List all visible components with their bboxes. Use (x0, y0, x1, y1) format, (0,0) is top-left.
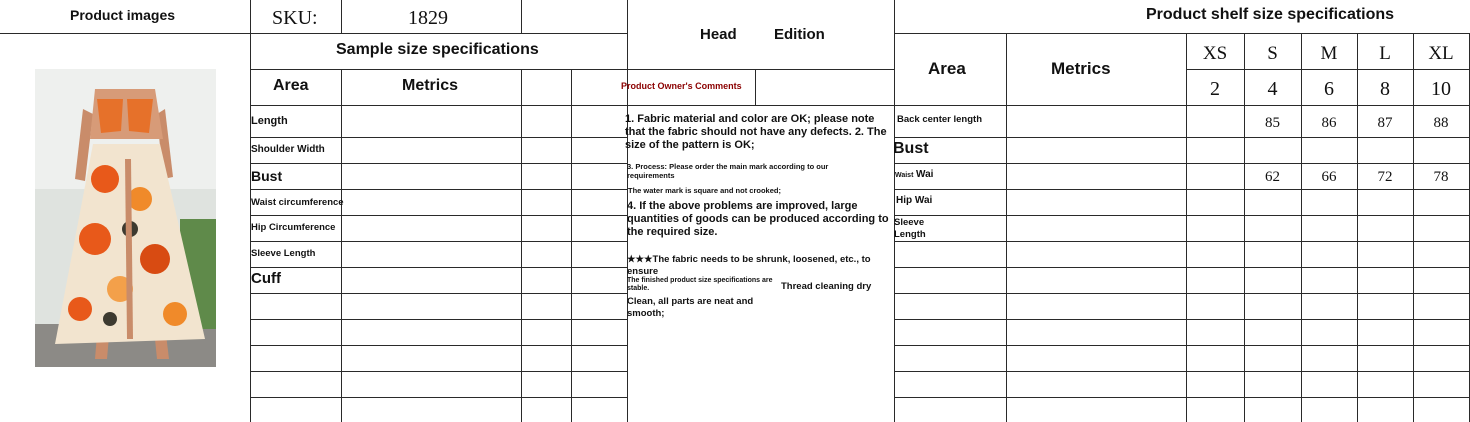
waist-xl: 78 (1433, 169, 1449, 185)
shelf-area-waist: Wai (916, 169, 934, 180)
sample-area-bust: Bust (251, 168, 283, 184)
grid-line (894, 397, 1470, 398)
size-m: M (1320, 43, 1338, 64)
grid-line (341, 69, 342, 422)
grid-line (894, 215, 1470, 216)
shelf-area-waist-small: Waist (895, 172, 914, 179)
size-num-6: 6 (1324, 78, 1334, 100)
head-label: Head (700, 26, 737, 43)
shelf-size-header: Product shelf size specifications (1146, 6, 1395, 23)
grid-line (894, 137, 1470, 138)
grid-line (894, 0, 895, 422)
grid-line (521, 0, 522, 33)
comment-1: 1. Fabric material and color are OK; please note that the fabric should not have any defects. 2. The size of the pattern is OK; (625, 113, 887, 151)
sample-area-waist: Waist circumference (251, 197, 344, 208)
comment-4: 4. If the above problems are improved, large quantities of goods can be produced according to the required size. (627, 200, 889, 238)
comment-watermark: The water mark is square and not crooked; (628, 186, 781, 195)
grid-line (0, 33, 627, 34)
grid-line (250, 69, 894, 70)
waist-m: 66 (1321, 169, 1337, 185)
grid-line (894, 345, 1470, 346)
grid-line (894, 267, 1470, 268)
waist-l: 72 (1377, 169, 1393, 185)
grid-line (894, 319, 1470, 320)
back-center-l: 87 (1377, 115, 1393, 131)
comment-stable: The finished product size specifications are stable. (627, 277, 773, 292)
edition-label: Edition (774, 26, 825, 43)
product-images-header: Product images (70, 7, 176, 23)
comment-clean: Clean, all parts are neat and smooth; (627, 296, 754, 319)
product-photo (35, 69, 216, 367)
sample-area-shoulder-width: Shoulder Width (251, 144, 325, 155)
size-s: S (1267, 43, 1278, 64)
sample-area-header: Area (273, 77, 309, 94)
shelf-area-back-center-length: Back center length (897, 114, 982, 125)
grid-line (250, 105, 1470, 106)
shelf-metrics-header: Metrics (1051, 59, 1111, 78)
sample-area-hip: Hip Circumference (251, 222, 336, 233)
size-l: L (1379, 43, 1391, 64)
grid-line (571, 69, 572, 422)
grid-line (341, 0, 342, 33)
back-center-xl: 88 (1433, 115, 1449, 131)
waist-s: 62 (1265, 169, 1280, 185)
sample-area-length: Length (251, 115, 288, 127)
shelf-area-bust: Bust (893, 140, 929, 157)
shelf-area-sleeve-length: Sleeve Length (894, 217, 926, 240)
comment-thread: Thread cleaning dry (781, 281, 872, 292)
sample-area-cuff: Cuff (251, 270, 281, 287)
sample-area-sleeve-length: Sleeve Length (251, 248, 316, 259)
shelf-area-hip: Hip Wai (896, 195, 933, 206)
sample-size-header: Sample size specifications (336, 41, 539, 58)
owner-comments-header: Product Owner's Comments (621, 81, 742, 91)
sample-metrics-header: Metrics (402, 77, 459, 94)
size-xl: XL (1428, 43, 1454, 64)
size-num-8: 8 (1380, 78, 1390, 100)
grid-line (894, 33, 1470, 34)
grid-line (521, 69, 522, 422)
sku-label: SKU: (272, 7, 318, 29)
back-center-m: 86 (1321, 115, 1337, 131)
grid-line (894, 241, 1470, 242)
grid-line (1186, 69, 1470, 70)
size-num-10: 10 (1431, 78, 1451, 100)
sku-value: 1829 (408, 7, 448, 29)
grid-line (894, 163, 1470, 164)
comment-stars: ★★★The fabric needs to be shrunk, loosened, etc., to ensure (627, 254, 871, 277)
shelf-area-header: Area (928, 59, 966, 78)
size-num-4: 4 (1267, 78, 1278, 100)
size-num-2: 2 (1210, 78, 1220, 100)
comment-3: 3. Process: Please order the main mark according to our requirements (627, 162, 829, 180)
back-center-s: 85 (1265, 115, 1280, 131)
grid-line (894, 293, 1470, 294)
grid-line (894, 189, 1470, 190)
grid-line (1006, 33, 1007, 422)
grid-line (755, 69, 756, 105)
size-xs: XS (1202, 43, 1228, 64)
grid-line (250, 0, 251, 422)
grid-line (894, 371, 1470, 372)
